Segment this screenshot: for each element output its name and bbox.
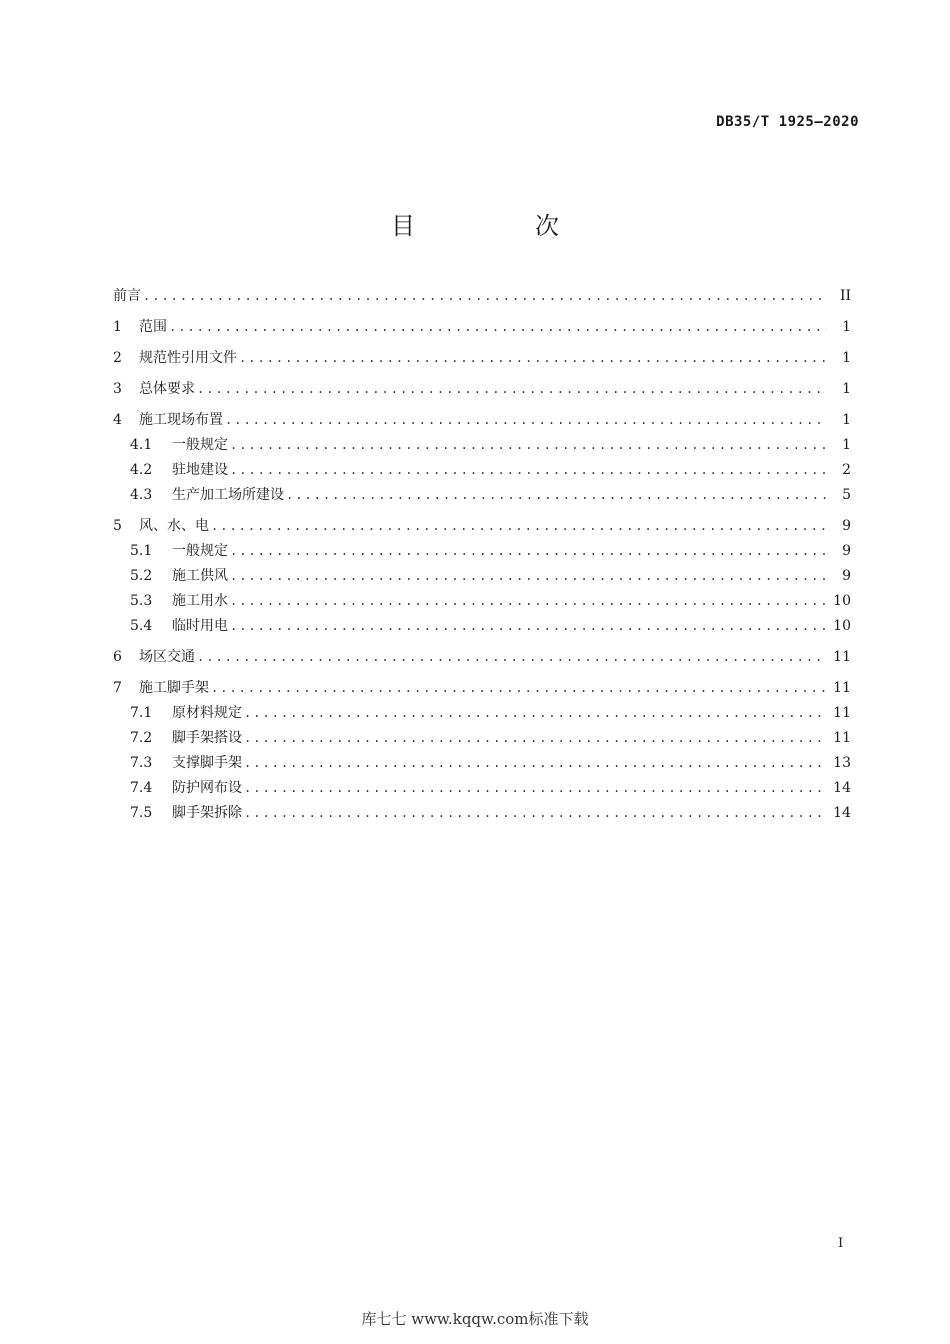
toc-dot-leader [286, 485, 827, 505]
toc-entry[interactable] [113, 753, 851, 773]
toc-entry[interactable] [113, 678, 851, 698]
toc-entry-label: 临时用电 [172, 618, 228, 634]
toc-entry-page: 9 [842, 543, 851, 559]
toc-entry-number: 7.3 [130, 755, 153, 771]
toc-entry-page: 11 [833, 730, 851, 746]
toc-dot-leader [230, 591, 827, 611]
toc-entry[interactable] [113, 379, 851, 399]
toc-entry-label: 支撑脚手架 [172, 755, 242, 771]
toc-entry-label: 脚手架拆除 [172, 805, 242, 821]
toc-dot-leader [230, 460, 827, 480]
toc-entry-number: 5 [113, 518, 122, 534]
toc-entry-page: 11 [833, 649, 851, 665]
toc-entry-label: 施工用水 [172, 593, 228, 609]
toc-entry-number: 4.2 [130, 462, 153, 478]
toc-entry[interactable] [113, 435, 851, 455]
toc-entry-number: 5.2 [130, 568, 153, 584]
toc-entry-page: 11 [833, 705, 851, 721]
toc-entry-number: 4.3 [130, 487, 153, 503]
toc-entry-page: 5 [842, 487, 851, 503]
page-number: I [838, 1236, 844, 1251]
toc-entry-page: 1 [842, 319, 851, 335]
toc-entry-number: 7.1 [130, 705, 153, 721]
toc-dot-leader [244, 753, 827, 773]
toc-entry[interactable] [113, 317, 851, 337]
toc-entry-number: 7.4 [130, 780, 153, 796]
toc-entry-page: 10 [833, 618, 851, 634]
toc-entry-page: 13 [833, 755, 851, 771]
toc-entry-number: 1 [113, 319, 122, 335]
toc-dot-leader [143, 286, 827, 306]
toc-entry-page: 1 [842, 350, 851, 366]
toc-entry-label: 施工供风 [172, 568, 228, 584]
toc-entry-label: 风、水、电 [139, 518, 209, 534]
toc-entry-page: 9 [842, 518, 851, 534]
toc-entry-page: 10 [833, 593, 851, 609]
toc-entry-page: II [839, 288, 851, 304]
toc-entry-label: 脚手架搭设 [172, 730, 242, 746]
toc-dot-leader [244, 703, 827, 723]
toc-entry[interactable] [113, 728, 851, 748]
toc-entry-number: 7.5 [130, 805, 153, 821]
toc-dot-leader [169, 317, 827, 337]
table-of-contents [113, 286, 851, 823]
toc-dot-leader [225, 410, 827, 430]
toc-dot-leader [230, 541, 827, 561]
toc-entry-page: 14 [833, 780, 851, 796]
toc-dot-leader [197, 379, 827, 399]
toc-entry-number: 5.4 [130, 618, 153, 634]
toc-entry[interactable] [113, 485, 851, 505]
toc-entry-number: 4 [113, 412, 122, 428]
toc-entry-page: 2 [842, 462, 851, 478]
document-code: DB35/T 1925—2020 [716, 114, 859, 130]
toc-entry-page: 1 [842, 437, 851, 453]
toc-entry[interactable] [113, 460, 851, 480]
toc-entry-label: 范围 [139, 319, 167, 335]
toc-entry[interactable] [113, 778, 851, 798]
toc-entry-number: 3 [113, 381, 122, 397]
watermark-text: 库七七 www.kqqw.com标准下载 [361, 1310, 589, 1328]
toc-entry-label: 前言 [113, 288, 141, 304]
toc-entry[interactable] [113, 286, 851, 306]
toc-entry[interactable] [113, 703, 851, 723]
toc-entry-label: 一般规定 [172, 437, 228, 453]
toc-entry-page: 1 [842, 412, 851, 428]
toc-entry[interactable] [113, 348, 851, 368]
toc-entry-number: 6 [113, 649, 122, 665]
toc-dot-leader [211, 516, 827, 536]
toc-entry-number: 7 [113, 680, 122, 696]
toc-entry[interactable] [113, 616, 851, 636]
toc-entry[interactable] [113, 647, 851, 667]
toc-entry[interactable] [113, 591, 851, 611]
toc-entry-label: 一般规定 [172, 543, 228, 559]
toc-dot-leader [244, 803, 827, 823]
toc-dot-leader [211, 678, 827, 698]
toc-entry-page: 1 [842, 381, 851, 397]
toc-dot-leader [230, 616, 827, 636]
toc-dot-leader [230, 566, 827, 586]
toc-entry-label: 生产加工场所建设 [172, 487, 284, 503]
toc-entry[interactable] [113, 410, 851, 430]
toc-entry-page: 11 [833, 680, 851, 696]
toc-dot-leader [244, 728, 827, 748]
toc-entry-label: 施工脚手架 [139, 680, 209, 696]
toc-entry-number: 7.2 [130, 730, 153, 746]
toc-entry-label: 规范性引用文件 [139, 350, 237, 366]
toc-dot-leader [244, 778, 827, 798]
toc-entry-number: 4.1 [130, 437, 153, 453]
toc-entry-label: 驻地建设 [172, 462, 228, 478]
toc-dot-leader [239, 348, 827, 368]
toc-entry-label: 原材料规定 [172, 705, 242, 721]
toc-entry-label: 场区交通 [139, 649, 195, 665]
toc-entry[interactable] [113, 566, 851, 586]
toc-dot-leader [197, 647, 827, 667]
toc-entry-label: 总体要求 [139, 381, 195, 397]
toc-entry-page: 9 [842, 568, 851, 584]
toc-entry-number: 5.3 [130, 593, 153, 609]
toc-entry-number: 5.1 [130, 543, 153, 559]
toc-entry-label: 防护网布设 [172, 780, 242, 796]
toc-entry-number: 2 [113, 350, 122, 366]
toc-entry[interactable] [113, 516, 851, 536]
toc-entry-label: 施工现场布置 [139, 412, 223, 428]
toc-entry-page: 14 [833, 805, 851, 821]
page-title: 目 次 [391, 212, 607, 240]
toc-entry[interactable] [113, 803, 851, 823]
toc-dot-leader [230, 435, 827, 455]
toc-entry[interactable] [113, 541, 851, 561]
